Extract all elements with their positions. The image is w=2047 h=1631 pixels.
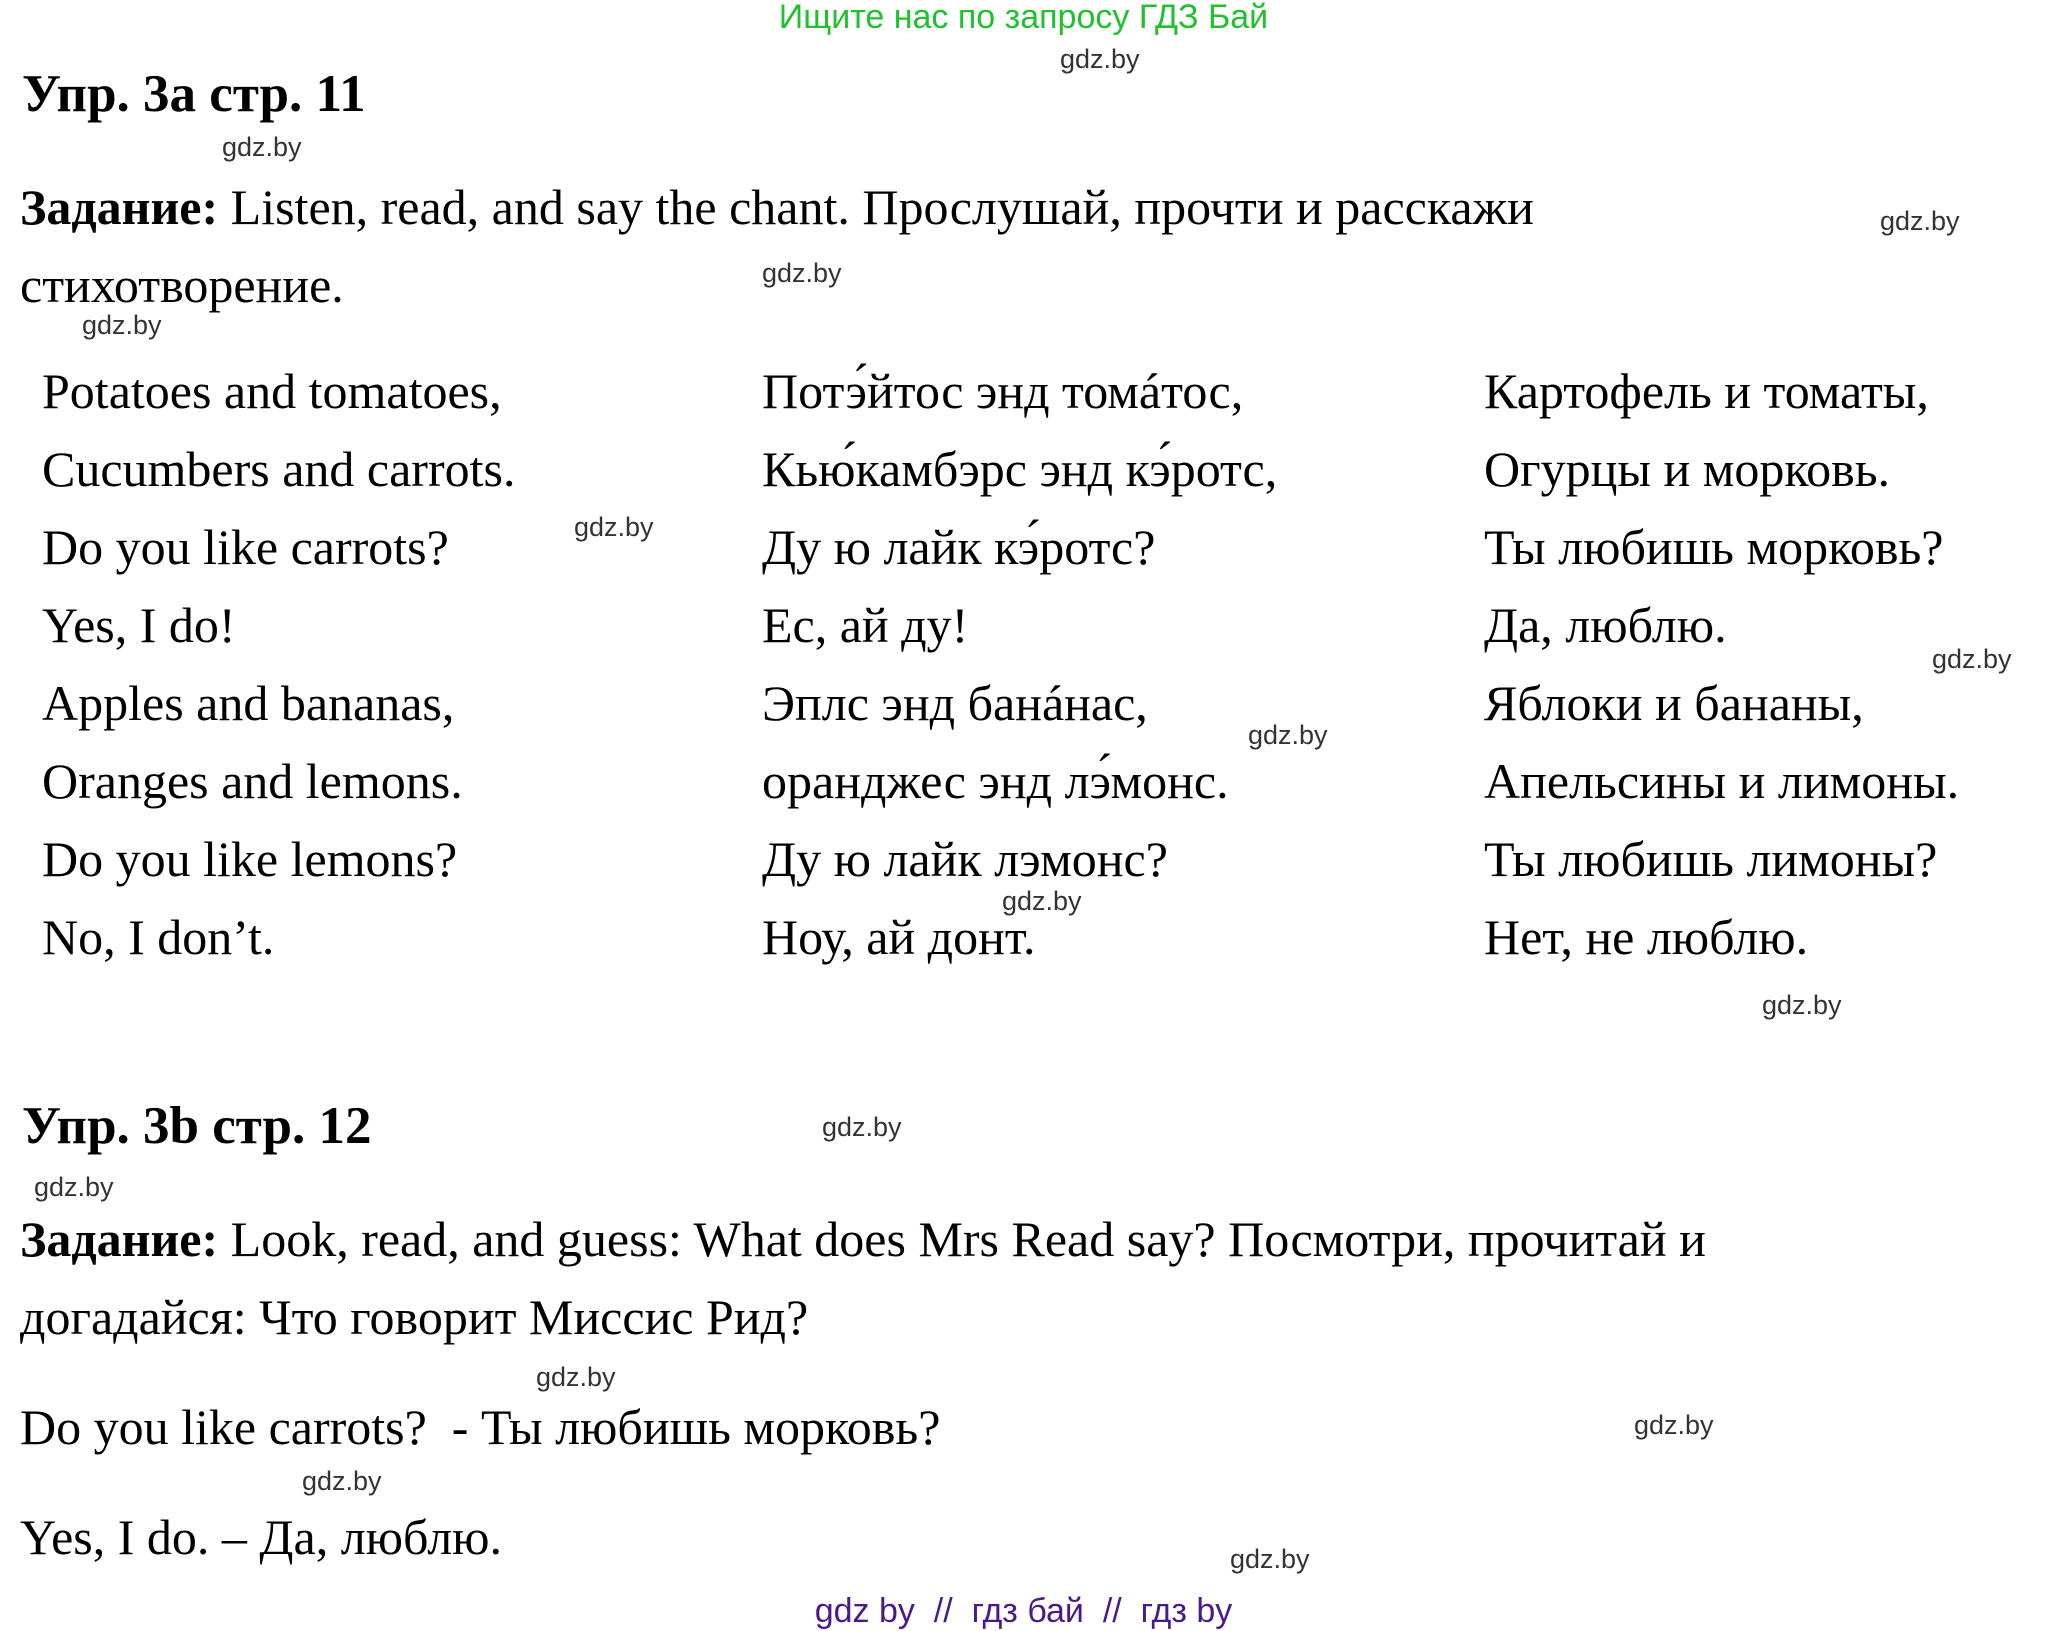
chant-line: оранджес энд лэ́монс. [762, 753, 1229, 809]
watermark: gdz.by [1634, 1410, 1714, 1440]
task-label: Задание: [20, 179, 219, 235]
chant-line: Apples and bananas, [42, 675, 455, 731]
watermark: gdz.by [302, 1466, 382, 1496]
watermark: gdz.by [1762, 990, 1842, 1020]
watermark: gdz.by [34, 1172, 114, 1202]
chant-line: Картофель и томаты, [1484, 363, 1929, 419]
chant-line: No, I don’t. [42, 909, 275, 965]
chant-translation-column [1484, 362, 1959, 986]
chant-line: Огурцы и морковь. [1484, 441, 1891, 497]
answer-line: Do you like carrots? - Ты любишь морковь? [20, 1399, 941, 1455]
watermark: gdz.by [822, 1112, 902, 1142]
chant-line: Ты любишь морковь? [1484, 519, 1944, 575]
chant-english-column [42, 362, 515, 986]
chant-line: Oranges and lemons. [42, 753, 463, 809]
chant-line: Яблоки и бананы, [1484, 675, 1864, 731]
chant-line: Ес, ай ду! [762, 597, 969, 653]
search-banner: Ищите нас по запросу ГДЗ Бай [778, 0, 1269, 36]
chant-line: Потэ́йтос энд томáтос, [762, 363, 1244, 419]
exercise-b-heading: Упр. 3b стр. 12 [22, 1097, 372, 1155]
watermark: gdz.by [1002, 886, 1082, 916]
watermark: gdz.by [1880, 206, 1960, 236]
watermark: gdz.by [222, 132, 302, 162]
task-text: Look, read, and guess: What does Mrs Read say? Посмотри, прочитай и [218, 1211, 1706, 1267]
chant-line: Yes, I do! [42, 597, 236, 653]
watermark: gdz.by [1060, 44, 1140, 74]
answer-line: Yes, I do. – Да, люблю. [20, 1509, 503, 1565]
task-text: Listen, read, and say the chant. Прослушай, прочти и расскажи [218, 179, 1534, 235]
chant-line: Ты любишь лимоны? [1484, 831, 1938, 887]
watermark: gdz.by [1230, 1544, 1310, 1574]
watermark: gdz.by [574, 512, 654, 542]
exercise-b-task [20, 1200, 1706, 1278]
chant-line: Нет, не люблю. [1484, 909, 1809, 965]
watermark: gdz.by [536, 1362, 616, 1392]
exercise-b-task-cont: догадайся: Что говорит Миссис Рид? [20, 1289, 809, 1345]
chant-line: Do you like lemons? [42, 831, 458, 887]
chant-line: Ноу, ай донт. [762, 909, 1036, 965]
task-label: Задание: [20, 1211, 219, 1267]
footer-links: gdz by // гдз бай // гдз by [814, 1592, 1233, 1630]
chant-line: Ду ю лайк кэ́ротс? [762, 519, 1156, 575]
exercise-a-heading: Упр. 3a стр. 11 [22, 65, 366, 123]
chant-line: Да, люблю. [1484, 597, 1727, 653]
exercise-a-task [20, 168, 1534, 246]
chant-line: Апельсины и лимоны. [1484, 753, 1960, 809]
watermark: gdz.by [1248, 720, 1328, 750]
chant-line: Эплс энд банáнас, [762, 675, 1148, 731]
chant-line: Кью́камбэрс энд кэ́ротс, [762, 441, 1278, 497]
chant-line: Potatoes and tomatoes, [42, 363, 502, 419]
chant-line: Do you like carrots? [42, 519, 449, 575]
watermark: gdz.by [762, 258, 842, 288]
chant-transcription-column [762, 362, 1277, 986]
exercise-a-task-cont: стихотворение. [20, 257, 344, 313]
chant-line: Cucumbers and carrots. [42, 441, 516, 497]
chant-line: Ду ю лайк лэмонс? [762, 831, 1168, 887]
watermark: gdz.by [1932, 644, 2012, 674]
watermark: gdz.by [82, 310, 162, 340]
